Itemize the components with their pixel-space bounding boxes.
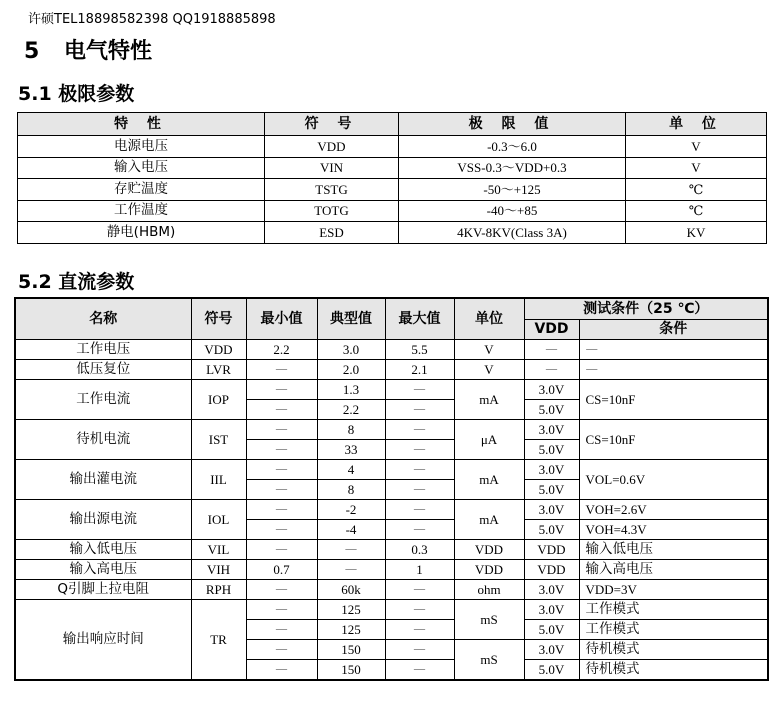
empty-dash: — — [385, 520, 454, 540]
empty-dash: — — [246, 640, 317, 660]
empty-dash: — — [385, 480, 454, 500]
table-row — [18, 179, 767, 201]
vdd-value: 5.0V — [524, 400, 579, 420]
condition: CS=10nF — [579, 380, 768, 420]
table-row — [15, 580, 768, 600]
condition: VOH=2.6V — [579, 500, 768, 520]
param-symbol: TOTG — [265, 200, 399, 222]
empty-dash: — — [385, 380, 454, 400]
empty-dash: — — [385, 620, 454, 640]
subsection-title-dc-params: 5.2 直流参数 — [18, 271, 135, 293]
empty-dash: — — [524, 360, 579, 380]
param-symbol: VIN — [265, 157, 399, 179]
header-typ: 典型值 — [317, 298, 385, 340]
table-header-row — [15, 298, 768, 319]
empty-dash: — — [246, 460, 317, 480]
param-symbol: IST — [191, 420, 246, 460]
typ-value: 2.2 — [317, 400, 385, 420]
vdd-value: 3.0V — [524, 460, 579, 480]
unit: V — [454, 340, 524, 360]
max-value: 0.3 — [385, 540, 454, 560]
vdd-value: 3.0V — [524, 600, 579, 620]
empty-dash: — — [385, 400, 454, 420]
condition: 工作模式 — [579, 620, 768, 640]
condition: 工作模式 — [579, 600, 768, 620]
max-value: 1 — [385, 560, 454, 580]
table-row — [15, 460, 768, 480]
param-name: 静电(HBM) — [18, 222, 265, 244]
table-row — [15, 340, 768, 360]
empty-dash: — — [246, 520, 317, 540]
condition: 待机模式 — [579, 640, 768, 660]
param-name: Q引脚上拉电阻 — [15, 580, 191, 600]
param-name: 低压复位 — [15, 360, 191, 380]
table-header-row — [18, 113, 767, 136]
vdd-value: 5.0V — [524, 620, 579, 640]
min-value: 0.7 — [246, 560, 317, 580]
typ-value: 4 — [317, 460, 385, 480]
typ-value: 8 — [317, 480, 385, 500]
header-symbol: 符号 — [191, 298, 246, 340]
section-heading — [24, 34, 152, 65]
param-symbol: IOP — [191, 380, 246, 420]
empty-dash: — — [579, 360, 768, 380]
typ-value: 150 — [317, 640, 385, 660]
param-unit: V — [626, 136, 767, 158]
table-row — [15, 380, 768, 400]
param-name: 输出源电流 — [15, 500, 191, 540]
typ-value: -2 — [317, 500, 385, 520]
column-header: 单 位 — [626, 113, 767, 136]
table-row — [15, 360, 768, 380]
typ-value: 125 — [317, 600, 385, 620]
vdd-value: 5.0V — [524, 520, 579, 540]
table-row — [15, 420, 768, 440]
table-row — [15, 540, 768, 560]
vdd-value: VDD — [524, 560, 579, 580]
empty-dash: — — [524, 340, 579, 360]
empty-dash: — — [246, 480, 317, 500]
column-header: 特 性 — [18, 113, 265, 136]
unit: VDD — [454, 560, 524, 580]
param-name: 待机电流 — [15, 420, 191, 460]
param-symbol: VDD — [265, 136, 399, 158]
section-number: 5 — [24, 39, 40, 64]
empty-dash: — — [246, 420, 317, 440]
empty-dash: — — [246, 540, 317, 560]
table-row — [18, 157, 767, 179]
vdd-value: 5.0V — [524, 480, 579, 500]
header-vdd: VDD — [524, 319, 579, 340]
header-min: 最小值 — [246, 298, 317, 340]
param-unit: ℃ — [626, 200, 767, 222]
param-symbol: IIL — [191, 460, 246, 500]
table-row — [18, 222, 767, 244]
param-name: 工作温度 — [18, 200, 265, 222]
max-value: 5.5 — [385, 340, 454, 360]
empty-dash: — — [385, 600, 454, 620]
dc-params-table — [14, 297, 769, 681]
absolute-ratings-table — [17, 112, 767, 244]
table-row — [15, 600, 768, 620]
empty-dash: — — [385, 640, 454, 660]
param-name: 输出灌电流 — [15, 460, 191, 500]
typ-value: 8 — [317, 420, 385, 440]
vdd-value: 5.0V — [524, 440, 579, 460]
param-name: 输入电压 — [18, 157, 265, 179]
typ-value: 1.3 — [317, 380, 385, 400]
header-unit: 单位 — [454, 298, 524, 340]
param-name: 存贮温度 — [18, 179, 265, 201]
condition: VOL=0.6V — [579, 460, 768, 500]
param-name: 输入高电压 — [15, 560, 191, 580]
empty-dash: — — [246, 360, 317, 380]
param-symbol: IOL — [191, 500, 246, 540]
empty-dash: — — [317, 560, 385, 580]
param-name: 输出响应时间 — [15, 600, 191, 681]
param-symbol: VDD — [191, 340, 246, 360]
param-symbol: VIL — [191, 540, 246, 560]
max-value: 2.1 — [385, 360, 454, 380]
vdd-value: 3.0V — [524, 640, 579, 660]
typ-value: 125 — [317, 620, 385, 640]
param-symbol: TR — [191, 600, 246, 681]
unit: mS — [454, 640, 524, 681]
param-name: 输入低电压 — [15, 540, 191, 560]
condition: 输入低电压 — [579, 540, 768, 560]
vdd-value: 3.0V — [524, 580, 579, 600]
vdd-value: VDD — [524, 540, 579, 560]
param-unit: V — [626, 157, 767, 179]
param-name: 工作电压 — [15, 340, 191, 360]
typ-value: 2.0 — [317, 360, 385, 380]
unit: mA — [454, 460, 524, 500]
condition: VDD=3V — [579, 580, 768, 600]
empty-dash: — — [246, 400, 317, 420]
empty-dash: — — [246, 500, 317, 520]
unit: mA — [454, 380, 524, 420]
unit: V — [454, 360, 524, 380]
param-name: 电源电压 — [18, 136, 265, 158]
empty-dash: — — [246, 620, 317, 640]
empty-dash: — — [385, 580, 454, 600]
param-symbol: LVR — [191, 360, 246, 380]
empty-dash: — — [385, 500, 454, 520]
unit: ohm — [454, 580, 524, 600]
empty-dash: — — [385, 420, 454, 440]
param-symbol: VIH — [191, 560, 246, 580]
condition: 待机模式 — [579, 660, 768, 681]
param-symbol: ESD — [265, 222, 399, 244]
table-row — [15, 560, 768, 580]
condition: VOH=4.3V — [579, 520, 768, 540]
header-condition: 条件 — [579, 319, 768, 340]
empty-dash: — — [385, 460, 454, 480]
unit: VDD — [454, 540, 524, 560]
column-header: 极 限 值 — [399, 113, 626, 136]
min-value: 2.2 — [246, 340, 317, 360]
param-value: 4KV-8KV(Class 3A) — [399, 222, 626, 244]
empty-dash: — — [246, 660, 317, 681]
header-name: 名称 — [15, 298, 191, 340]
empty-dash: — — [317, 540, 385, 560]
table-row — [18, 136, 767, 158]
vdd-value: 3.0V — [524, 380, 579, 400]
param-symbol: TSTG — [265, 179, 399, 201]
table-row — [18, 200, 767, 222]
empty-dash: — — [385, 660, 454, 681]
param-value: VSS-0.3～VDD+0.3 — [399, 157, 626, 179]
condition: CS=10nF — [579, 420, 768, 460]
unit: mA — [454, 500, 524, 540]
typ-value: -4 — [317, 520, 385, 540]
table-row — [15, 500, 768, 520]
param-name: 工作电流 — [15, 380, 191, 420]
param-unit: KV — [626, 222, 767, 244]
header-max: 最大值 — [385, 298, 454, 340]
section-title: 电气特性 — [64, 39, 153, 64]
empty-dash: — — [385, 440, 454, 460]
typ-value: 150 — [317, 660, 385, 681]
param-unit: ℃ — [626, 179, 767, 201]
empty-dash: — — [579, 340, 768, 360]
unit: μA — [454, 420, 524, 460]
typ-value: 33 — [317, 440, 385, 460]
vdd-value: 5.0V — [524, 660, 579, 681]
param-value: -40～+85 — [399, 200, 626, 222]
column-header: 符 号 — [265, 113, 399, 136]
param-value: -50～+125 — [399, 179, 626, 201]
empty-dash: — — [246, 600, 317, 620]
subsection-title-absolute-ratings: 5.1 极限参数 — [18, 83, 135, 105]
empty-dash: — — [246, 440, 317, 460]
empty-dash: — — [246, 380, 317, 400]
vdd-value: 3.0V — [524, 420, 579, 440]
empty-dash: — — [246, 580, 317, 600]
typ-value: 3.0 — [317, 340, 385, 360]
condition: 输入高电压 — [579, 560, 768, 580]
unit: mS — [454, 600, 524, 640]
param-value: -0.3～6.0 — [399, 136, 626, 158]
vdd-value: 3.0V — [524, 500, 579, 520]
header-test-condition: 测试条件（25 ℃） — [524, 298, 768, 319]
contact-info: 许硕TEL18898582398 QQ1918885898 — [28, 12, 276, 27]
param-symbol: RPH — [191, 580, 246, 600]
typ-value: 60k — [317, 580, 385, 600]
